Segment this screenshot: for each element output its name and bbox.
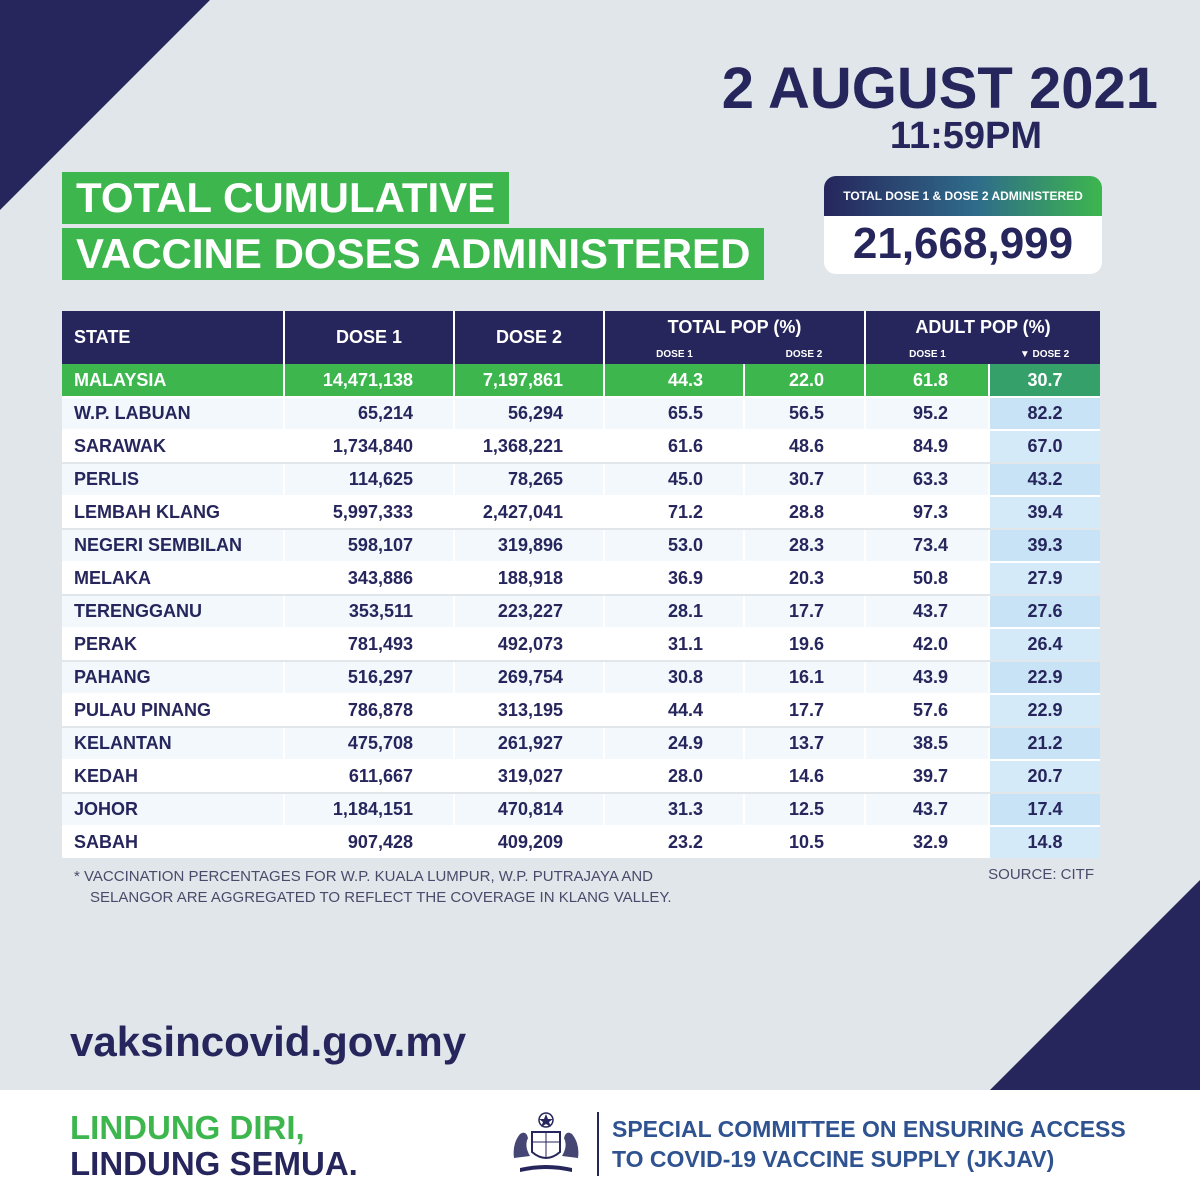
total-pop-dose2-cell: 20.3 [744,562,865,595]
state-cell: LEMBAH KLANG [62,496,284,529]
adult-pop-dose2-cell: 30.7 [989,364,1100,397]
state-cell: KEDAH [62,760,284,793]
dose1-cell: 516,297 [284,661,454,694]
total-pop-dose1-cell: 31.3 [604,793,744,826]
table-row [62,826,1100,859]
corner-triangle-bottom-right [990,880,1200,1090]
total-pop-dose1-cell: 30.8 [604,661,744,694]
header-adult-pop: ADULT POP (%) [865,311,1100,344]
dose2-cell: 56,294 [454,397,604,430]
dose1-cell: 475,708 [284,727,454,760]
dose1-cell: 786,878 [284,694,454,727]
page-title [62,172,764,280]
total-pop-dose2-cell: 17.7 [744,694,865,727]
table-row-national [62,364,1100,397]
adult-pop-dose1-cell: 63.3 [865,463,989,496]
dose1-cell: 5,997,333 [284,496,454,529]
total-pop-dose1-cell: 44.4 [604,694,744,727]
footnote [74,866,754,908]
total-pop-dose2-cell: 30.7 [744,463,865,496]
adult-pop-dose2-cell: 39.4 [989,496,1100,529]
slogan-line-1: LINDUNG DIRI, [70,1109,305,1146]
vaccination-table [62,311,1100,860]
dose2-cell: 269,754 [454,661,604,694]
total-pop-dose2-cell: 48.6 [744,430,865,463]
dose1-cell: 1,184,151 [284,793,454,826]
website-link[interactable]: vaksincovid.gov.my [70,1018,467,1065]
table-row [62,397,1100,430]
adult-pop-dose2-cell: 22.9 [989,694,1100,727]
total-pop-dose2-cell: 12.5 [744,793,865,826]
table-row [62,793,1100,826]
total-pop-dose1-cell: 53.0 [604,529,744,562]
adult-pop-dose2-cell: 22.9 [989,661,1100,694]
state-cell: W.P. LABUAN [62,397,284,430]
total-pop-dose1-cell: 45.0 [604,463,744,496]
total-doses-card [824,176,1102,274]
total-doses-value: 21,668,999 [852,219,1074,268]
header-state: STATE [62,311,284,364]
adult-pop-dose1-cell: 50.8 [865,562,989,595]
adult-pop-dose1-cell: 43.9 [865,661,989,694]
dose2-cell: 261,927 [454,727,604,760]
adult-pop-dose2-cell: 21.2 [989,727,1100,760]
dose1-cell: 907,428 [284,826,454,859]
adult-pop-dose2-cell: 14.8 [989,826,1100,859]
dose2-cell: 78,265 [454,463,604,496]
header-total-pop-dose1: DOSE 1 [604,344,744,364]
state-cell: SABAH [62,826,284,859]
table-row [62,628,1100,661]
committee-name [612,1114,1126,1174]
total-pop-dose2-cell: 16.1 [744,661,865,694]
source-credit: SOURCE: CITF [988,866,1094,883]
state-cell: TERENGGANU [62,595,284,628]
table-row [62,694,1100,727]
total-doses-label: TOTAL DOSE 1 & DOSE 2 ADMINISTERED [824,176,1102,216]
state-cell: PERAK [62,628,284,661]
header-total-pop-dose2: DOSE 2 [744,344,865,364]
adult-pop-dose1-cell: 43.7 [865,793,989,826]
adult-pop-dose1-cell: 39.7 [865,760,989,793]
dose1-cell: 343,886 [284,562,454,595]
total-pop-dose2-cell: 28.3 [744,529,865,562]
title-line-1: TOTAL CUMULATIVE [62,172,509,224]
adult-pop-dose2-cell: 20.7 [989,760,1100,793]
adult-pop-dose1-cell: 61.8 [865,364,989,397]
footnote-line-1: * VACCINATION PERCENTAGES FOR W.P. KUALA LUMPUR, W.P. PUTRAJAYA AND [74,868,654,885]
header-total-pop: TOTAL POP (%) [604,311,865,344]
adult-pop-dose2-cell: 17.4 [989,793,1100,826]
header-adult-pop-dose2-sorted[interactable]: ▼ DOSE 2 [989,344,1100,364]
state-cell: NEGERI SEMBILAN [62,529,284,562]
state-cell: MALAYSIA [62,364,284,397]
dose2-cell: 319,896 [454,529,604,562]
adult-pop-dose1-cell: 38.5 [865,727,989,760]
adult-pop-dose2-cell: 27.9 [989,562,1100,595]
state-cell: KELANTAN [62,727,284,760]
table-row [62,727,1100,760]
total-pop-dose2-cell: 19.6 [744,628,865,661]
dose1-cell: 598,107 [284,529,454,562]
state-cell: PERLIS [62,463,284,496]
footer-divider [597,1112,599,1176]
state-cell: PAHANG [62,661,284,694]
state-cell: SARAWAK [62,430,284,463]
slogan-line-2: LINDUNG SEMUA. [70,1145,358,1182]
adult-pop-dose1-cell: 43.7 [865,595,989,628]
total-pop-dose2-cell: 28.8 [744,496,865,529]
total-pop-dose2-cell: 14.6 [744,760,865,793]
total-pop-dose1-cell: 24.9 [604,727,744,760]
dose2-cell: 1,368,221 [454,430,604,463]
total-pop-dose1-cell: 28.1 [604,595,744,628]
dose1-cell: 611,667 [284,760,454,793]
state-cell: MELAKA [62,562,284,595]
dose1-cell: 1,734,840 [284,430,454,463]
dose2-cell: 409,209 [454,826,604,859]
total-pop-dose1-cell: 65.5 [604,397,744,430]
table-row [62,661,1100,694]
adult-pop-dose2-cell: 67.0 [989,430,1100,463]
footnote-line-2: SELANGOR ARE AGGREGATED TO REFLECT THE COVERAGE IN KLANG VALLEY. [90,889,672,906]
state-cell: JOHOR [62,793,284,826]
adult-pop-dose1-cell: 42.0 [865,628,989,661]
adult-pop-dose2-cell: 27.6 [989,595,1100,628]
title-line-2: VACCINE DOSES ADMINISTERED [62,228,764,280]
total-pop-dose1-cell: 44.3 [604,364,744,397]
dose2-cell: 2,427,041 [454,496,604,529]
total-pop-dose1-cell: 71.2 [604,496,744,529]
total-pop-dose2-cell: 22.0 [744,364,865,397]
adult-pop-dose1-cell: 57.6 [865,694,989,727]
table-row [62,463,1100,496]
dose1-cell: 781,493 [284,628,454,661]
state-cell: PULAU PINANG [62,694,284,727]
adult-pop-dose2-cell: 43.2 [989,463,1100,496]
table-row [62,496,1100,529]
total-pop-dose1-cell: 31.1 [604,628,744,661]
table-row [62,430,1100,463]
adult-pop-dose1-cell: 97.3 [865,496,989,529]
total-pop-dose2-cell: 13.7 [744,727,865,760]
table-row [62,562,1100,595]
total-pop-dose2-cell: 10.5 [744,826,865,859]
dose1-cell: 14,471,138 [284,364,454,397]
dose2-cell: 223,227 [454,595,604,628]
total-pop-dose1-cell: 61.6 [604,430,744,463]
dose2-cell: 313,195 [454,694,604,727]
adult-pop-dose2-cell: 39.3 [989,529,1100,562]
adult-pop-dose1-cell: 73.4 [865,529,989,562]
committee-line-1: SPECIAL COMMITTEE ON ENSURING ACCESS [612,1116,1126,1142]
total-pop-dose1-cell: 28.0 [604,760,744,793]
report-date: 2 AUGUST 2021 [721,56,1158,121]
table-row [62,529,1100,562]
dose1-cell: 65,214 [284,397,454,430]
total-pop-dose2-cell: 17.7 [744,595,865,628]
committee-line-2: TO COVID-19 VACCINE SUPPLY (JKJAV) [612,1146,1055,1172]
adult-pop-dose2-cell: 26.4 [989,628,1100,661]
table-row [62,760,1100,793]
adult-pop-dose2-cell: 82.2 [989,397,1100,430]
table-row [62,595,1100,628]
total-pop-dose1-cell: 36.9 [604,562,744,595]
header-dose1: DOSE 1 [284,311,454,364]
total-pop-dose1-cell: 23.2 [604,826,744,859]
dose1-cell: 353,511 [284,595,454,628]
report-time: 11:59PM [889,115,1042,157]
dose2-cell: 188,918 [454,562,604,595]
dose2-cell: 470,814 [454,793,604,826]
total-pop-dose2-cell: 56.5 [744,397,865,430]
adult-pop-dose1-cell: 32.9 [865,826,989,859]
header-adult-pop-dose1: DOSE 1 [865,344,989,364]
dose2-cell: 492,073 [454,628,604,661]
malaysia-coat-of-arms-icon [506,1110,586,1176]
adult-pop-dose1-cell: 84.9 [865,430,989,463]
dose1-cell: 114,625 [284,463,454,496]
dose2-cell: 7,197,861 [454,364,604,397]
dose2-cell: 319,027 [454,760,604,793]
header-dose2: DOSE 2 [454,311,604,364]
adult-pop-dose1-cell: 95.2 [865,397,989,430]
